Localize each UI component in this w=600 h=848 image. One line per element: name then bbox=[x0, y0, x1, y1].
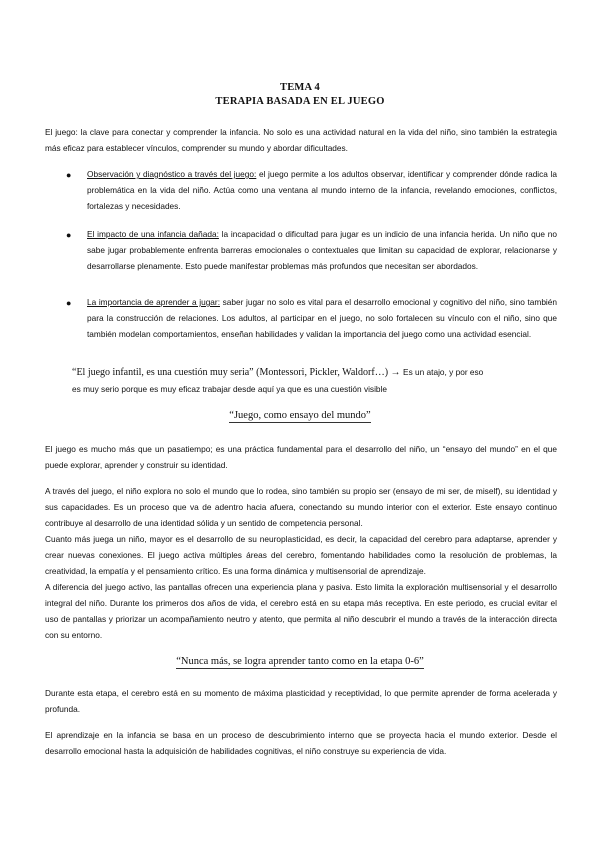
bullet-heading: La importancia de aprender a jugar: bbox=[87, 297, 220, 307]
bullet-item-observation bbox=[87, 166, 557, 214]
doc-title-topic: TEMA 4 bbox=[280, 82, 320, 93]
bullet-icon: ● bbox=[66, 298, 72, 308]
section1-paragraph-4: A diferencia del juego activo, las pantallas ofrecen una experiencia plana y pasiva. Esto limita la exploración multisensorial y el desarrollo integral del niño. Durante los primeros dos años de vida, el cerebro está en su etapa más receptiva. En este periodo, es crucial evitar el uso de pantallas y priorizar un acompañamiento neutro y atento, que permita al niño descubrir el mundo a través de la interacción directa con su entorno. bbox=[45, 582, 557, 640]
bullet-heading: El impacto de una infancia dañada: bbox=[87, 229, 219, 239]
quote-second-line: es muy serio porque es muy eficaz trabajar desde aquí ya que es una cuestión visible bbox=[72, 384, 387, 394]
bullet-item-learning bbox=[87, 294, 557, 342]
section-heading-ensayo bbox=[0, 410, 600, 421]
bullet-icon: ● bbox=[66, 170, 72, 180]
montessori-quote bbox=[72, 367, 562, 378]
section1-paragraph-3: Cuanto más juega un niño, mayor es el desarrollo de su neuroplasticidad, es decir, la capacidad del cerebro para adaptarse, aprender y crear nuevas conexiones. El juego activa múltiples áreas del cerebro, fomentando habilidades como la resolución de problemas, la creatividad, la empatía y el pensamiento crítico. Es una forma dinámica y multisensorial de aprendizaje. bbox=[45, 534, 557, 576]
section1-paragraph-1: El juego es mucho más que un pasatiempo; es una práctica fundamental para el desarrollo del niño, un “ensayo del mundo” en el que puede explorar, aprender y construir su identidad. bbox=[45, 444, 557, 470]
bullet-text: el juego permite a los adultos observar, identificar y comprender dónde radica la problemática en la vida del niño. Actúa como una ventana al mundo interno de la infancia, revelando emociones, conflictos, fortalezas y necesidades. bbox=[87, 169, 557, 211]
section-heading-etapa bbox=[0, 656, 600, 667]
bullet-heading: Observación y diagnóstico a través del juego: bbox=[87, 169, 257, 179]
bullet-text: saber jugar no solo es vital para el desarrollo emocional y cognitivo del niño, sino también para la construcción de relaciones. Los adultos, al participar en el juego, no solo fortalecen su vínculo con el niño, sino que también modelan comportamientos, enseñan habilidades y validan la importancia del juego como una actividad esencial. bbox=[87, 297, 558, 339]
quote-tail: Es un atajo, y por eso bbox=[403, 367, 484, 377]
bullet-item-impact bbox=[87, 226, 557, 274]
intro-paragraph: El juego: la clave para conectar y comprender la infancia. No solo es una actividad natural en la vida del niño, sino también la estrategia más eficaz para establecer vínculos, comprender su mundo y abordar dificultades. bbox=[45, 127, 557, 153]
bullet-icon: ● bbox=[66, 230, 72, 240]
quote-text: “El juego infantil, es una cuestión muy seria” (Montessori, Pickler, Waldorf…) → bbox=[72, 367, 404, 378]
section1-paragraph-2: A través del juego, el niño explora no solo el mundo que lo rodea, sino también su propio ser (ensayo de mi ser, de miself), su identidad y sus capacidades. Es un proceso que va de adentro hacia afuera, conectando su mundo interior con el exterior. Este ensayo continuo contribuye al desarrollo de una identidad sólida y un sentido de competencia personal. bbox=[45, 486, 557, 528]
section-heading-text: “Nunca más, se logra aprender tanto como en la etapa 0-6” bbox=[176, 656, 424, 667]
section2-paragraph-2: El aprendizaje en la infancia se basa en un proceso de descubrimiento interno que se proyecta hacia el mundo exterior. Desde el desarrollo emocional hasta la adquisición de habilidades cognitivas, el niño construye su experiencia de vida. bbox=[45, 730, 557, 756]
doc-title-main: TERAPIA BASADA EN EL JUEGO bbox=[215, 96, 385, 107]
bullet-text: la incapacidad o dificultad para jugar es un indicio de una infancia herida. Un niño que no sabe jugar probablemente enfrenta barreras emocionales o contextuales que limitan su capacidad de explorar, relacionarse y desarrollarse plenamente. Esto puede manifestar problemas más profundos que necesitan ser abordados. bbox=[87, 229, 557, 271]
section-heading-text: “Juego, como ensayo del mundo” bbox=[229, 410, 371, 421]
section2-paragraph-1: Durante esta etapa, el cerebro está en su momento de máxima plasticidad y receptividad, lo que permite aprender de forma acelerada y profunda. bbox=[45, 688, 557, 714]
